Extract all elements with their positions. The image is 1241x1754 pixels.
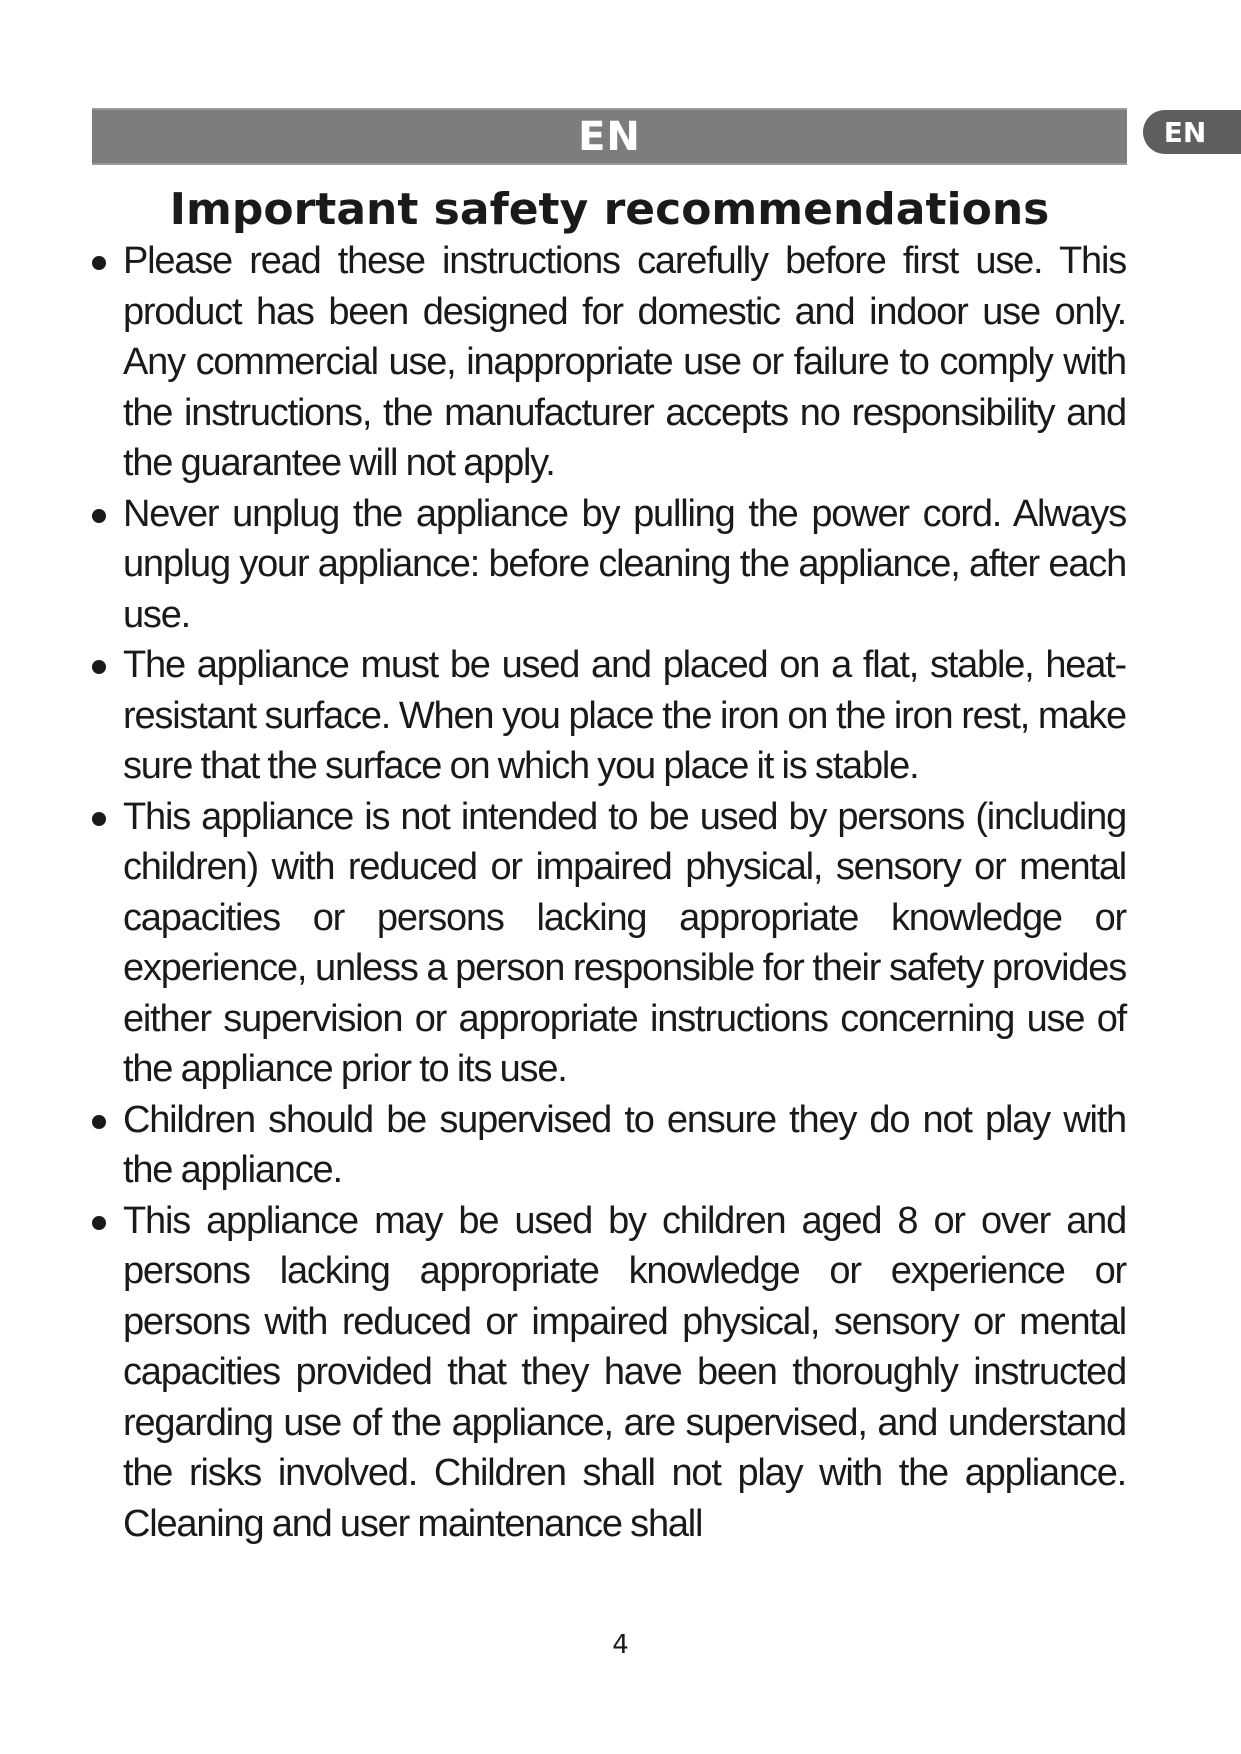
bullet-icon	[92, 509, 106, 523]
bullet-icon	[92, 812, 106, 826]
page-number: 4	[612, 1630, 629, 1660]
list-item	[92, 792, 1126, 1095]
bullet-icon	[92, 1216, 106, 1230]
language-edge-tab	[1143, 110, 1241, 154]
list-item-text: This appliance is not intended to be used by persons (including children) with reduced or impaired physical, sensory or mental capacities or persons lacking appropriate knowledge or experience, unless a person responsible for their safety provides either supervision or appropriate instructions concerning use of the appliance prior to its use.	[123, 795, 1126, 1090]
list-item-text: Please read these instructions carefully before first use. This product has been designed for domestic and indoor use only. Any commercial use, inappropriate use or failure to comply with the instructions, the manufacturer accepts no responsibility and the guarantee will not apply.	[123, 240, 1126, 484]
list-item	[92, 489, 1126, 641]
list-item-text: Never unplug the appliance by pulling the power cord. Always unplug your appliance: before cleaning the appliance, after each use.	[123, 492, 1126, 636]
bullet-icon	[92, 1115, 106, 1129]
list-item-text: Children should be supervised to ensure they do not play with the appliance.	[123, 1098, 1126, 1191]
language-header-bar	[92, 108, 1127, 165]
list-item	[92, 640, 1126, 792]
language-header-label: EN	[578, 113, 641, 160]
list-item	[92, 236, 1126, 489]
language-edge-tab-label: EN	[1163, 115, 1207, 149]
bullet-icon	[92, 256, 106, 270]
list-item-text: This appliance may be used by children aged 8 or over and persons lacking appropriate knowledge or experience or persons with reduced or impaired physical, sensory or mental capacities provided that they have been thoroughly instructed regarding use of the appliance, are supervised, and understand the risks involved. Children shall not play with the appliance. Cleaning and user maintenance shall	[123, 1199, 1126, 1545]
list-item	[92, 1196, 1126, 1550]
page-title: Important safety recommendations	[169, 184, 1050, 235]
list-item-text: The appliance must be used and placed on a flat, stable, heat-resistant surface. When you place the iron on the iron rest, make sure that the surface on which you place it is stable.	[123, 644, 1126, 787]
safety-recommendations-list	[92, 236, 1126, 1549]
bullet-icon	[92, 660, 106, 674]
list-item	[92, 1095, 1126, 1196]
